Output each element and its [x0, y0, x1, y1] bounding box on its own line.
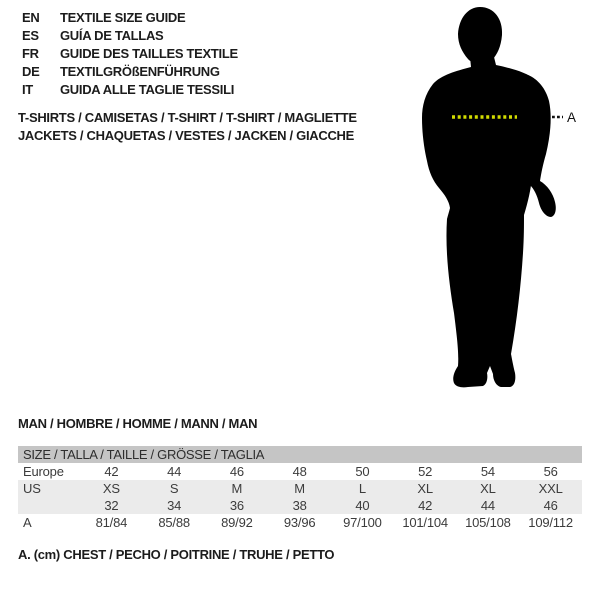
- language-row: [22, 81, 238, 99]
- measure-label-a: A: [567, 110, 577, 125]
- size-value-cell: 34: [167, 498, 182, 513]
- size-value-cell: 42: [104, 464, 119, 479]
- size-value-cell: 44: [167, 464, 182, 479]
- size-value-cell: 105/108: [465, 515, 511, 530]
- size-value-cell: 46: [543, 498, 558, 513]
- size-table-header: SIZE / TALLA / TAILLE / GRÖSSE / TAGLIA: [18, 446, 582, 463]
- size-value-cell: 93/96: [283, 515, 316, 530]
- size-value-cell: 89/92: [221, 515, 253, 530]
- size-value-cell: XXL: [538, 481, 563, 496]
- man-silhouette: [400, 5, 580, 395]
- size-value-cell: 44: [480, 498, 495, 513]
- size-value-cell: L: [358, 481, 366, 496]
- language-code: ES: [22, 28, 39, 43]
- size-value-cell: 85/88: [158, 515, 190, 530]
- silhouette-body: [422, 57, 540, 387]
- language-label: GUIDA ALLE TAGLIE TESSILI: [60, 82, 235, 97]
- size-value-cell: 48: [292, 464, 307, 479]
- size-table-row: [18, 514, 582, 531]
- language-row: [22, 27, 238, 45]
- size-table-row: [18, 480, 582, 497]
- size-value-cell: 109/112: [528, 515, 573, 530]
- language-code: IT: [22, 82, 33, 97]
- size-value-cell: 52: [418, 464, 433, 479]
- size-value-cell: 42: [418, 498, 433, 513]
- size-value-cell: 101/104: [402, 515, 448, 530]
- measurement-footnote: A. (cm) CHEST / PECHO / POITRINE / TRUHE / PETTO: [18, 547, 335, 562]
- size-table-body: [18, 463, 582, 531]
- language-row: [22, 9, 238, 27]
- category-tshirts-line: T-SHIRTS / CAMISETAS / T-SHIRT / T-SHIRT / MAGLIETTE: [18, 110, 357, 125]
- row-label: A: [23, 515, 32, 530]
- size-value-cell: M: [294, 481, 305, 496]
- language-label: TEXTILE SIZE GUIDE: [60, 10, 186, 25]
- size-value-cell: 40: [355, 498, 370, 513]
- size-value-cell: M: [231, 481, 243, 496]
- size-value-cell: 54: [480, 464, 495, 479]
- size-value-cell: 38: [292, 498, 307, 513]
- size-value-cell: 32: [104, 498, 119, 513]
- size-value-cell: 81/84: [95, 515, 128, 530]
- category-jackets-line: JACKETS / CHAQUETAS / VESTES / JACKEN / GIACCHE: [18, 128, 354, 143]
- silhouette-right-arm: [525, 75, 556, 217]
- size-table: [18, 446, 582, 531]
- size-value-cell: XL: [480, 481, 496, 496]
- size-value-cell: 97/100: [343, 515, 382, 530]
- category-lines: [18, 109, 357, 145]
- size-table-row: [18, 497, 582, 514]
- size-value-cell: XL: [417, 481, 433, 496]
- language-label: GUÍA DE TALLAS: [60, 28, 164, 43]
- section-title-man: MAN / HOMBRE / HOMME / MANN / MAN: [18, 416, 258, 431]
- row-label: [18, 497, 80, 514]
- size-table-row: [18, 463, 582, 480]
- size-value-cell: 56: [543, 464, 558, 479]
- size-value-cell: 46: [229, 464, 244, 479]
- language-code: DE: [22, 64, 40, 79]
- size-value-cell: 50: [355, 464, 370, 479]
- language-row: [22, 45, 238, 63]
- language-label: TEXTILGRÖßENFÜHRUNG: [60, 64, 220, 79]
- size-value-cell: 36: [229, 498, 244, 513]
- size-value-cell: S: [169, 481, 179, 496]
- language-code: EN: [22, 10, 40, 25]
- language-guide-list: [22, 9, 238, 99]
- language-code: FR: [22, 46, 39, 61]
- size-value-cell: XS: [102, 481, 120, 496]
- row-label: Europe: [23, 464, 64, 479]
- silhouette-head: [458, 7, 502, 64]
- language-label: GUIDE DES TAILLES TEXTILE: [60, 46, 238, 61]
- language-row: [22, 63, 238, 81]
- row-label: US: [23, 481, 41, 496]
